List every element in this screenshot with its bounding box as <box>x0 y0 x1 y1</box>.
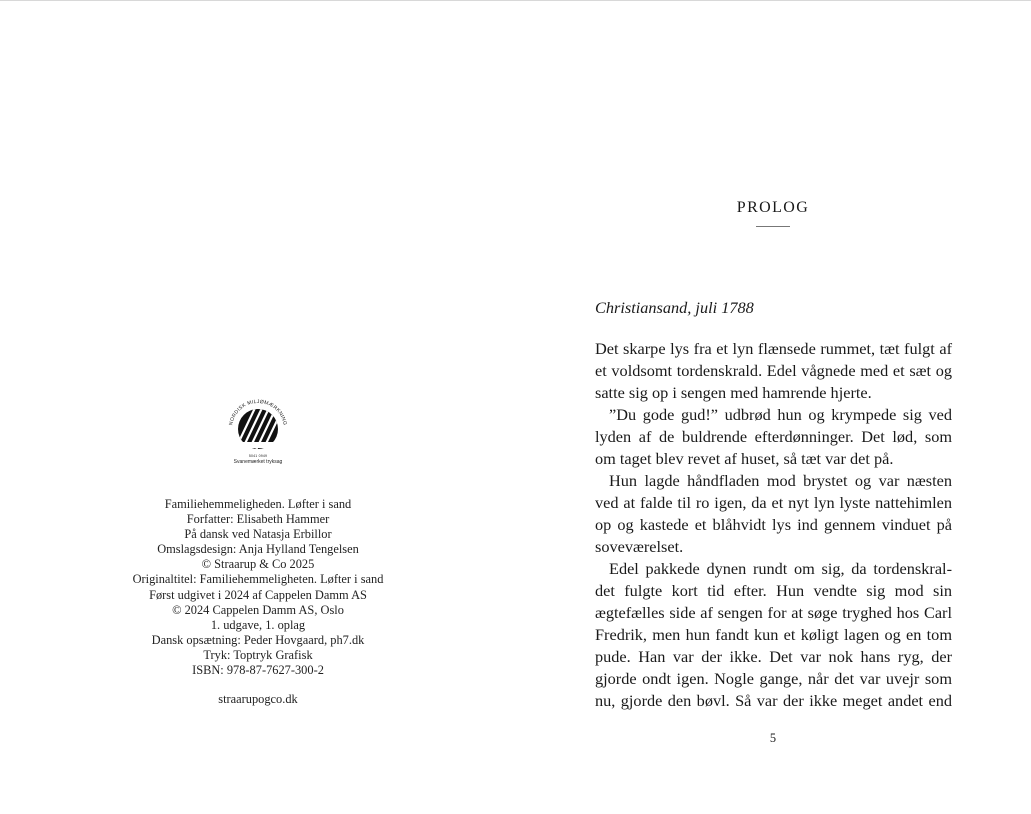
body-line: nu, gjorde den bøvl. Så var der ikke meget andet end <box>595 691 952 710</box>
ecolabel-arc-text: NORDISK MILJØMÆRKNING <box>228 398 288 426</box>
chapter-title: PROLOG <box>736 199 810 216</box>
body-line: om taget blev revet af huset, så tæt var det på. <box>595 449 894 468</box>
colophon-line: Familiehemmeligheden. Løfter i sand <box>164 497 352 511</box>
colophon-line: Omslagsdesign: Anja Hylland Tengelsen <box>157 542 359 557</box>
body-line: ”Du gode gud!” udbrød hun og krympede sig ved <box>609 405 952 424</box>
swan-logo-icon <box>218 398 298 454</box>
body-line: Hun lagde håndfladen mod brystet og var næsten <box>609 471 952 490</box>
colophon-line: På dansk ved Natasja Erbillor <box>184 527 332 542</box>
title-underline <box>756 226 790 227</box>
colophon-line: © Straarup & Co 2025 <box>201 557 315 572</box>
body-line: det fulgte kort tid efter. Hun vendte sig mod sin <box>595 581 952 600</box>
colophon-line: Først udgivet i 2024 af Cappelen Damm AS <box>149 587 367 602</box>
body-line: op og kastede et blåhvidt lys ind gennem vinduet på <box>595 515 952 534</box>
body-line: soveværelset. <box>595 537 684 556</box>
right-page <box>515 0 1031 814</box>
ecolabel-caption: Svanemærket tryksag <box>233 459 283 465</box>
colophon-line: 1. udgave, 1. oplag <box>210 617 306 632</box>
body-line: Edel pakkede dynen rundt om sig, da tordenskral- <box>609 559 952 578</box>
colophon-line: Tryk: Toptryk Grafisk <box>203 647 313 662</box>
body-line: et voldsomt tordenskrald. Edel vågnede med et sæt og <box>595 361 952 380</box>
body-line: gjorde ondt igen. Nogle gange, når det var uvejr som <box>595 669 952 688</box>
body-line: pude. Han var der ikke. Det var nok hans ryg, der <box>595 647 952 666</box>
colophon-line: Originaltitel: Familiehemmeligheten. Løfter i sand <box>132 572 384 587</box>
colophon-line: Dansk opsætning: Peder Hovgaard, ph7.dk <box>151 632 365 647</box>
left-page <box>0 0 515 814</box>
body-line: Det skarpe lys fra et lyn flænsede rummet, tæt fulgt af <box>595 339 952 358</box>
colophon-line: Forfatter: Elisabeth Hammer <box>186 512 330 527</box>
body-text <box>595 338 952 712</box>
place-date-heading: Christiansand, juli 1788 <box>595 298 754 317</box>
body-line: ved at falde til ro igen, da et nyt lyn lyste nattehimlen <box>595 493 952 512</box>
nordic-swan-ecolabel <box>218 398 298 470</box>
body-line: lyden af de buldrende efterdønninger. Det lød, som <box>595 427 952 446</box>
colophon <box>100 497 416 678</box>
ecolabel-license-number: 5041 0949 <box>248 454 268 458</box>
body-line: satte sig op i sengen med hamrende hjerte. <box>595 383 872 402</box>
colophon-line: © 2024 Cappelen Damm AS, Oslo <box>172 602 344 617</box>
page-number: 5 <box>769 731 777 745</box>
body-line: Fredrik, men hun fandt kun et køligt lagen og en tom <box>595 625 952 644</box>
body-line: ægtefælles side af sengen for at søge tryghed hos Carl <box>595 603 952 622</box>
colophon-line: ISBN: 978-87-7627-300-2 <box>192 663 324 678</box>
publisher-website: straarupogco.dk <box>218 692 298 706</box>
